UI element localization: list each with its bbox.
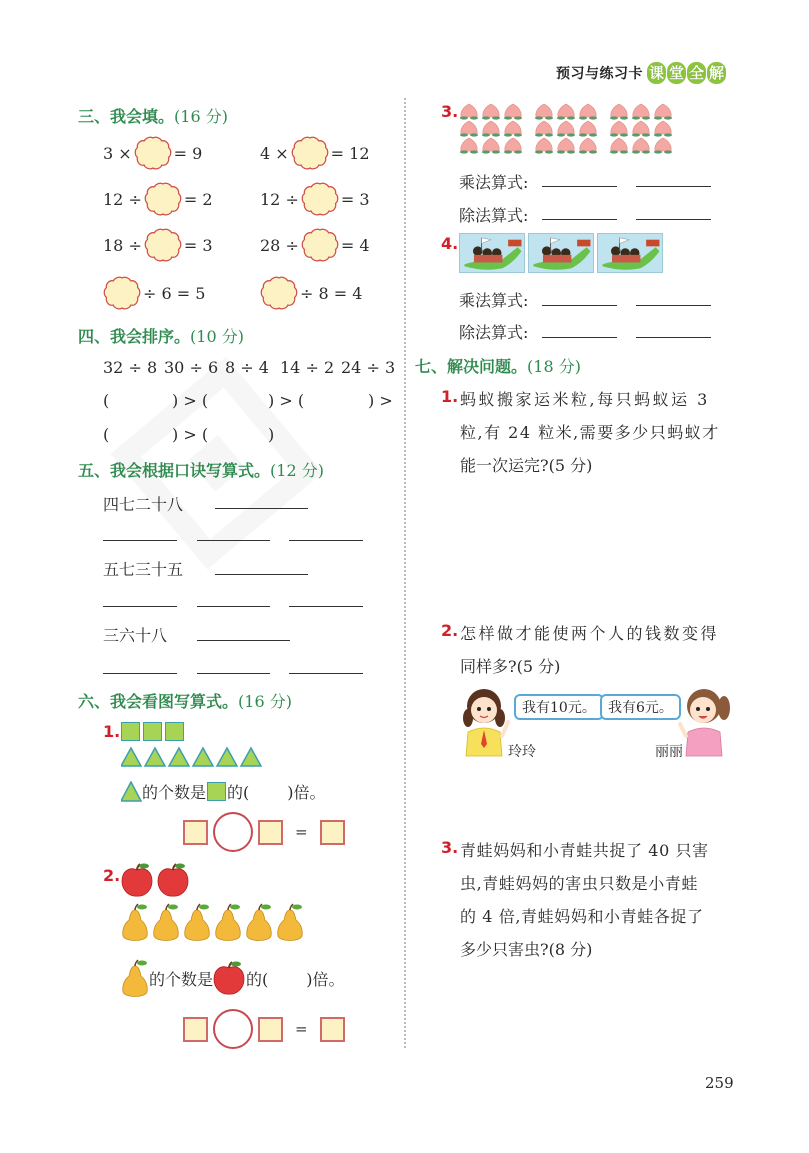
girl-lili-image: [678, 684, 732, 758]
sentence-text: 的(: [246, 969, 269, 989]
equation-left: 12 ÷: [260, 189, 299, 209]
answer-blank[interactable]: [103, 540, 177, 541]
peach-group-icon: [534, 103, 598, 155]
speech-bubble-left: 我有10元。: [514, 694, 604, 720]
flower-answer-box[interactable]: [260, 276, 298, 310]
equation-left: 28 ÷: [260, 235, 299, 255]
question-number: 1.: [103, 722, 121, 741]
sort-paren: ): [268, 425, 275, 444]
green-square-icon: [121, 722, 140, 741]
answer-blank[interactable]: [215, 574, 308, 575]
peach-group-icon: [609, 103, 673, 155]
fill-equation: [260, 228, 370, 262]
div-label: 除法算式:: [459, 206, 529, 225]
fill-equation: [260, 136, 370, 170]
section-5-title: [78, 458, 324, 481]
green-square-icon: [143, 722, 162, 741]
answer-box[interactable]: [183, 1017, 208, 1042]
answer-blank[interactable]: [636, 219, 711, 220]
answer-box[interactable]: [320, 820, 345, 845]
problem-text: 粒,有 24 粒米,需要多少只蚂蚁才: [460, 423, 720, 442]
equation-right: = 4: [340, 235, 370, 255]
equals-sign: =: [295, 1020, 308, 1038]
answer-blank[interactable]: [215, 508, 308, 509]
dragon-boat-image: [597, 233, 663, 273]
question-number: 4.: [441, 234, 459, 253]
fill-equation: [260, 182, 370, 216]
problem-text: 能一次运完?(5 分): [460, 456, 593, 475]
answer-blank[interactable]: [542, 186, 617, 187]
flower-answer-box[interactable]: [301, 228, 339, 262]
question-number: 3.: [441, 102, 459, 121]
operator-circle[interactable]: [213, 1009, 253, 1049]
section-title-text: 四、我会排序。: [78, 327, 191, 346]
column-divider: [404, 98, 406, 1048]
equation-right: ÷ 6 = 5: [143, 283, 206, 303]
equation-right: ÷ 8 = 4: [300, 283, 363, 303]
fill-equation: [103, 136, 202, 170]
brand-char: 课: [648, 64, 664, 82]
section-4-title: [78, 324, 244, 347]
sort-expression: 14 ÷ 2: [280, 358, 335, 377]
sort-expression: 32 ÷ 8: [103, 358, 158, 377]
girl-lingling-image: [460, 684, 512, 758]
answer-blank[interactable]: [197, 606, 270, 607]
equation-right: = 3: [183, 235, 213, 255]
equation-boxes: [183, 1009, 345, 1049]
flower-answer-box[interactable]: [144, 228, 182, 262]
equation-left: 12 ÷: [103, 189, 142, 209]
mult-label: 乘法算式:: [459, 173, 529, 192]
boat-images: [459, 233, 663, 273]
answer-blank[interactable]: [103, 606, 177, 607]
sort-paren: ) > (: [268, 391, 305, 410]
answer-box[interactable]: [258, 820, 283, 845]
question-number: 3.: [441, 838, 459, 857]
sort-paren: ) >: [368, 391, 393, 410]
problem-text: 同样多?(5 分): [460, 657, 561, 676]
peach-groups: [459, 103, 673, 155]
section-title-text: 三、我会填。: [78, 107, 175, 126]
equation-left: 4 ×: [260, 143, 289, 163]
section-points: (10 分): [190, 327, 244, 346]
peach-group-icon: [459, 103, 523, 155]
brand-badge: [647, 62, 726, 84]
div-label: 除法算式:: [459, 323, 529, 342]
problem-text: 蚂蚁搬家运米粒,每只蚂蚁运 3: [460, 390, 710, 409]
section-3-title: [78, 104, 228, 127]
answer-box[interactable]: [320, 1017, 345, 1042]
answer-blank[interactable]: [289, 606, 363, 607]
question-number: 2.: [103, 866, 121, 885]
girls-illustration: [460, 684, 732, 758]
answer-blank[interactable]: [103, 673, 177, 674]
equation-right: = 3: [340, 189, 370, 209]
triangles-row: [121, 746, 271, 772]
equals-sign: =: [295, 823, 308, 841]
page-number: 259: [705, 1074, 734, 1092]
answer-blank[interactable]: [197, 673, 270, 674]
brand-char: 全: [688, 64, 704, 82]
brand-char: 堂: [668, 64, 684, 82]
section-title-text: 七、解决问题。: [415, 357, 528, 376]
problem-text: 怎样做才能使两个人的钱数变得: [460, 624, 720, 643]
operator-circle[interactable]: [213, 812, 253, 852]
header-title: 预习与练习卡: [556, 66, 643, 82]
sort-paren: (: [103, 391, 110, 410]
green-square-icon: [207, 782, 226, 801]
pear-icon: [121, 958, 149, 998]
sort-expression: 8 ÷ 4: [225, 358, 269, 377]
problem-text: 的 4 倍,青蛙妈妈和小青蛙各捉了: [460, 907, 704, 926]
equation-right: = 9: [173, 143, 203, 163]
answer-blank[interactable]: [636, 305, 711, 306]
sentence-text: )倍。: [287, 783, 326, 802]
answer-blank[interactable]: [197, 640, 290, 641]
name-lingling: 玲玲: [508, 744, 536, 760]
name-lili: 丽丽: [655, 744, 683, 760]
section-title-text: 六、我会看图写算式。: [78, 692, 239, 711]
equation-right: = 2: [183, 189, 213, 209]
sort-paren: ) > (: [172, 425, 209, 444]
flower-answer-box[interactable]: [103, 276, 141, 310]
flower-answer-box[interactable]: [144, 182, 182, 216]
equation-left: 18 ÷: [103, 235, 142, 255]
answer-blank[interactable]: [636, 186, 711, 187]
problem-text: 青蛙妈妈和小青蛙共捉了 40 只害: [460, 841, 709, 860]
answer-box[interactable]: [183, 820, 208, 845]
sentence-text: 的个数是: [142, 783, 207, 802]
section-points: (16 分): [174, 107, 228, 126]
section-points: (16 分): [238, 692, 292, 711]
flower-answer-box[interactable]: [301, 182, 339, 216]
answer-blank[interactable]: [197, 540, 270, 541]
section-6-title: [78, 689, 292, 712]
answer-box[interactable]: [258, 1017, 283, 1042]
brand-char: 解: [708, 64, 724, 82]
rhyme-label: 三六十八: [103, 626, 168, 645]
fruit-illustration: [119, 862, 319, 944]
answer-blank[interactable]: [542, 337, 617, 338]
speech-bubble-right: 我有6元。: [600, 694, 681, 720]
dragon-boat-image: [528, 233, 594, 273]
problem-text: 多少只害虫?(8 分): [460, 940, 593, 959]
flower-answer-box[interactable]: [291, 136, 329, 170]
times-sentence: [121, 780, 326, 803]
section-points: (18 分): [527, 357, 581, 376]
flower-answer-box[interactable]: [134, 136, 172, 170]
answer-blank[interactable]: [542, 219, 617, 220]
answer-blank[interactable]: [289, 673, 363, 674]
rhyme-label: 五七三十五: [103, 560, 184, 579]
mult-label: 乘法算式:: [459, 291, 529, 310]
rhyme-label: 四七二十八: [103, 495, 184, 514]
fill-equation: [258, 276, 362, 310]
question-number: 2.: [441, 621, 459, 640]
sentence-text: 的(: [227, 783, 250, 802]
equation-boxes: [183, 812, 345, 852]
green-square-icon: [165, 722, 184, 741]
sort-expression: 30 ÷ 6: [164, 358, 219, 377]
sentence-text: )倍。: [306, 969, 345, 989]
equation-right: = 12: [330, 143, 370, 163]
sort-paren: (: [103, 425, 110, 444]
section-points: (12 分): [270, 461, 324, 480]
question-number: 1.: [441, 387, 459, 406]
dragon-boat-image: [459, 233, 525, 273]
problem-text: 虫,青蛙妈妈的害虫只数是小青蛙: [460, 874, 699, 893]
answer-blank[interactable]: [542, 305, 617, 306]
times-sentence: [121, 958, 345, 998]
fill-equation: [101, 276, 205, 310]
sort-paren: ) > (: [172, 391, 209, 410]
green-triangle-icon: [121, 781, 142, 802]
fill-equation: [103, 228, 213, 262]
squares-row: [121, 722, 187, 741]
answer-blank[interactable]: [636, 337, 711, 338]
equation-left: 3 ×: [103, 143, 132, 163]
page-header: [556, 62, 726, 84]
green-triangle-icon: [121, 746, 271, 768]
section-title-text: 五、我会根据口诀写算式。: [78, 461, 271, 480]
section-7-title: [415, 354, 581, 377]
sentence-text: 的个数是: [149, 969, 214, 989]
sort-expression: 24 ÷ 3: [341, 358, 396, 377]
answer-blank[interactable]: [289, 540, 363, 541]
apple-icon: [213, 961, 246, 995]
fill-equation: [103, 182, 213, 216]
